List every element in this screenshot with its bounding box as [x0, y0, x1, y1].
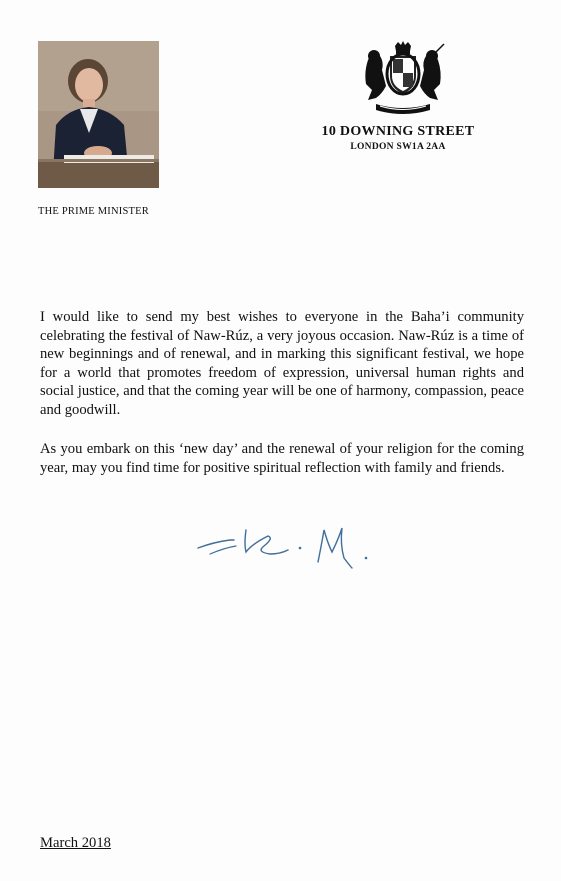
letter-paragraph-1: I would like to send my best wishes to everyone in the Baha’i community celebrating the festival of Naw-Rúz, a very joyous occasion. Naw-Rúz is a time of new beginnings and of renewal, and in marking this significant festival, we hope for a world that promotes freedom of expression, universal human rights and social justice, and that the coming year will be one of harmony, compassion, peace and goodwill. — [40, 309, 524, 418]
handwritten-signature — [190, 518, 380, 574]
address-street: 10 DOWNING STREET — [321, 124, 475, 139]
royal-coat-of-arms-icon — [358, 40, 448, 116]
address-city: LONDON SW1A 2AA — [350, 142, 446, 152]
letter-date: March 2018 — [40, 835, 111, 851]
portrait-image — [38, 41, 159, 188]
office-label: THE PRIME MINISTER — [38, 206, 149, 217]
portrait-photo — [38, 41, 159, 188]
letter-paragraph-2: As you embark on this ‘new day’ and the renewal of your religion for the coming year, may you find time for positive spiritual reflection with family and friends. — [40, 441, 524, 476]
